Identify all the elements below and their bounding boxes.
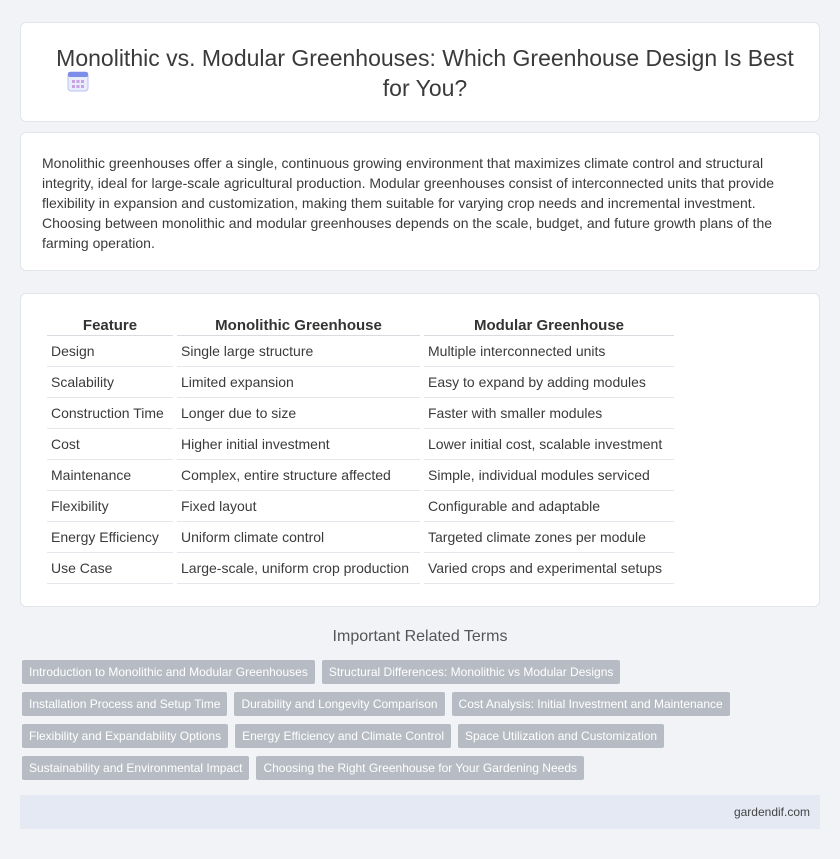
table-cell: Maintenance (47, 460, 173, 491)
table-cell: Fixed layout (177, 491, 420, 522)
table-row (47, 460, 674, 491)
tag-row (22, 692, 822, 716)
table-cell: Lower initial cost, scalable investment (424, 429, 674, 460)
term-tag[interactable]: Space Utilization and Customization (458, 724, 664, 748)
footer (20, 795, 820, 829)
header-card (20, 22, 820, 122)
tag-row (22, 756, 822, 780)
term-tag[interactable]: Choosing the Right Greenhouse for Your Gardening Needs (256, 756, 584, 780)
tag-row (22, 660, 822, 684)
table-row (47, 553, 674, 584)
table-row (47, 367, 674, 398)
table-cell: Energy Efficiency (47, 522, 173, 553)
table-header-row (47, 314, 674, 336)
intro-paragraph: Monolithic greenhouses offer a single, continuous growing environment that maximizes climate control and structural integrity, ideal for large-scale agricultural production. Modular greenhouses consist of interconnected units that provide flexibility in expansion and customization, making them suitable for varying crop needs and incremental investment. Choosing between monolithic and modular greenhouses depends on the scale, budget, and future growth plans of the farming operation. (42, 155, 775, 251)
table-row (47, 336, 674, 367)
term-tag[interactable]: Structural Differences: Monolithic vs Modular Designs (322, 660, 621, 684)
term-tag[interactable]: Energy Efficiency and Climate Control (235, 724, 451, 748)
table-cell: Simple, individual modules serviced (424, 460, 674, 491)
table-cell: Targeted climate zones per module (424, 522, 674, 553)
table-cell: Large-scale, uniform crop production (177, 553, 420, 584)
table-cell: Faster with smaller modules (424, 398, 674, 429)
term-tag[interactable]: Installation Process and Setup Time (22, 692, 227, 716)
table-cell: Flexibility (47, 491, 173, 522)
table-cell: Multiple interconnected units (424, 336, 674, 367)
table-cell: Scalability (47, 367, 173, 398)
table-row (47, 429, 674, 460)
intro-card (20, 132, 820, 271)
term-tag[interactable]: Introduction to Monolithic and Modular Greenhouses (22, 660, 315, 684)
table-row (47, 522, 674, 553)
table-cell: Longer due to size (177, 398, 420, 429)
related-terms-title: Important Related Terms (332, 628, 508, 645)
table-cell: Construction Time (47, 398, 173, 429)
term-tag[interactable]: Flexibility and Expandability Options (22, 724, 228, 748)
column-header: Modular Greenhouse (424, 314, 674, 336)
table-cell: Complex, entire structure affected (177, 460, 420, 491)
table-cell: Varied crops and experimental setups (424, 553, 674, 584)
table-cell: Uniform climate control (177, 522, 420, 553)
page-title: Monolithic vs. Modular Greenhouses: Which Greenhouse Design Is Best for You? (56, 45, 794, 101)
table-cell: Single large structure (177, 336, 420, 367)
table-cell: Design (47, 336, 173, 367)
comparison-card (20, 293, 820, 607)
related-terms-list (22, 660, 822, 788)
table-row (47, 398, 674, 429)
table-cell: Configurable and adaptable (424, 491, 674, 522)
table-cell: Limited expansion (177, 367, 420, 398)
table-cell: Easy to expand by adding modules (424, 367, 674, 398)
table-cell: Use Case (47, 553, 173, 584)
column-header: Monolithic Greenhouse (177, 314, 420, 336)
table-cell: Higher initial investment (177, 429, 420, 460)
term-tag[interactable]: Cost Analysis: Initial Investment and Maintenance (452, 692, 730, 716)
footer-site-link[interactable]: gardendif.com (733, 805, 810, 819)
table-cell: Cost (47, 429, 173, 460)
term-tag[interactable]: Sustainability and Environmental Impact (22, 756, 249, 780)
comparison-table (43, 314, 678, 584)
term-tag[interactable]: Durability and Longevity Comparison (234, 692, 444, 716)
column-header: Feature (47, 314, 173, 336)
tag-row (22, 724, 822, 748)
table-row (47, 491, 674, 522)
